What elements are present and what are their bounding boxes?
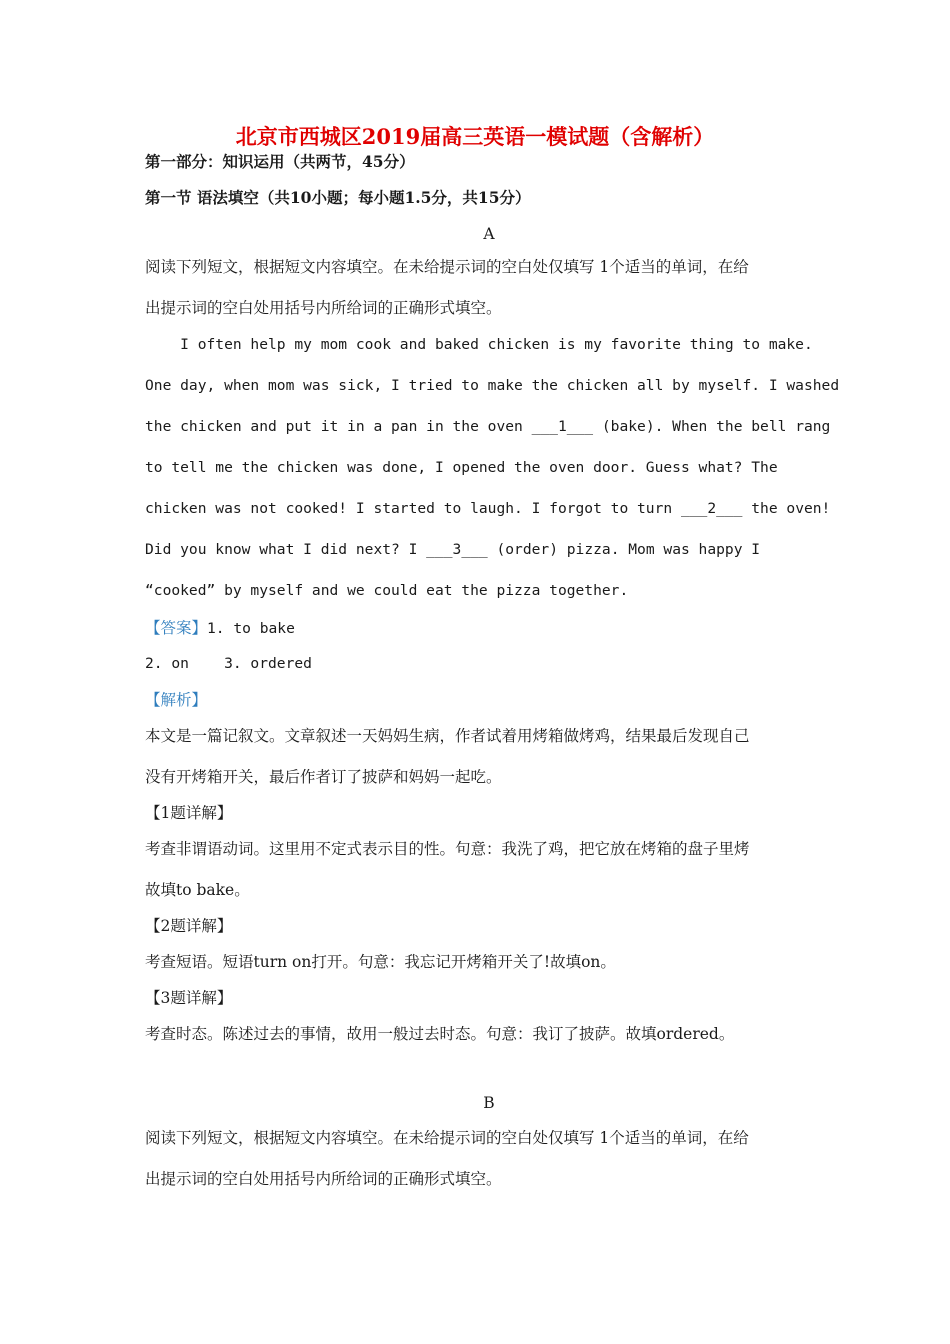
blank-3: ___3___ bbox=[426, 541, 488, 558]
analysis-line: 没有开烤箱开关，最后作者订了披萨和妈妈一起吃。 bbox=[145, 768, 502, 786]
passage-a-text-line bbox=[145, 499, 830, 519]
analysis-label: 【解析】 bbox=[145, 691, 208, 709]
passage-a-text-line bbox=[145, 540, 760, 560]
analysis-line: 本文是一篇记叙文。文章叙述一天妈妈生病，作者试着用烤箱做烤鸡，结果最后发现自己 bbox=[145, 727, 750, 745]
passage-b-label: B bbox=[483, 1094, 495, 1112]
passage-a-instruction-line: 出提示词的空白处用括号内所给词的正确形式填空。 bbox=[145, 299, 502, 317]
detail-3-line: 考查时态。陈述过去的事情，故用一般过去时态。句意：我订了披萨。故填ordered。 bbox=[145, 1025, 735, 1043]
passage-a-instruction-line: 阅读下列短文，根据短文内容填空。在未给提示词的空白处仅填写 1个适当的单词，在给 bbox=[145, 258, 749, 276]
passage-a-text-line: I often help my mom cook and baked chicken is my favorite thing to make. bbox=[145, 336, 813, 353]
text-segment: Did you know what I did next? I bbox=[145, 541, 427, 558]
detail-1-line: 故填to bake。 bbox=[145, 881, 250, 899]
blank-1: ___1___ bbox=[531, 418, 594, 435]
text-segment: chicken was not cooked! I started to laugh. I forgot to turn bbox=[145, 500, 681, 517]
text-segment: (bake). When the bell rang bbox=[593, 418, 831, 435]
blank-2: ___2___ bbox=[680, 500, 743, 517]
text-segment: (order) pizza. Mom was happy I bbox=[487, 541, 761, 558]
text-segment: the chicken and put it in a pan in the oven bbox=[145, 418, 532, 435]
text-segment: the oven! bbox=[742, 500, 831, 517]
detail-1-heading: 【1题详解】 bbox=[145, 804, 233, 822]
answer-line bbox=[145, 618, 295, 639]
detail-2-heading: 【2题详解】 bbox=[145, 917, 233, 935]
document-title: 北京市西城区2019届高三英语一模试题（含解析） bbox=[235, 124, 715, 149]
part1-heading: 第一部分：知识运用（共两节，45分） bbox=[145, 152, 415, 171]
answer-line-2: 2. on 3. ordered bbox=[145, 655, 312, 672]
answer-1: 1. to bake bbox=[207, 620, 295, 637]
section1-heading: 第一节 语法填空（共10小题；每小题1.5分，共15分） bbox=[145, 188, 531, 207]
passage-b-instruction-line: 出提示词的空白处用括号内所给词的正确形式填空。 bbox=[145, 1170, 502, 1188]
passage-a-label: A bbox=[483, 225, 495, 243]
passage-b-instruction-line: 阅读下列短文，根据短文内容填空。在未给提示词的空白处仅填写 1个适当的单词，在给 bbox=[145, 1129, 749, 1147]
detail-3-heading: 【3题详解】 bbox=[145, 989, 233, 1007]
passage-a-text-line: One day, when mom was sick, I tried to make the chicken all by myself. I washed bbox=[145, 377, 840, 394]
passage-a-text-line bbox=[145, 417, 830, 437]
detail-2-line: 考查短语。短语turn on打开。句意：我忘记开烤箱开关了!故填on。 bbox=[145, 953, 616, 971]
answer-label: 【答案】 bbox=[145, 619, 208, 637]
passage-a-text-line: to tell me the chicken was done, I opened the oven door. Guess what? The bbox=[145, 459, 778, 476]
detail-1-line: 考查非谓语动词。这里用不定式表示目的性。句意：我洗了鸡，把它放在烤箱的盘子里烤 bbox=[145, 840, 750, 858]
passage-a-text-line: “cooked” by myself and we could eat the pizza together. bbox=[145, 582, 629, 599]
